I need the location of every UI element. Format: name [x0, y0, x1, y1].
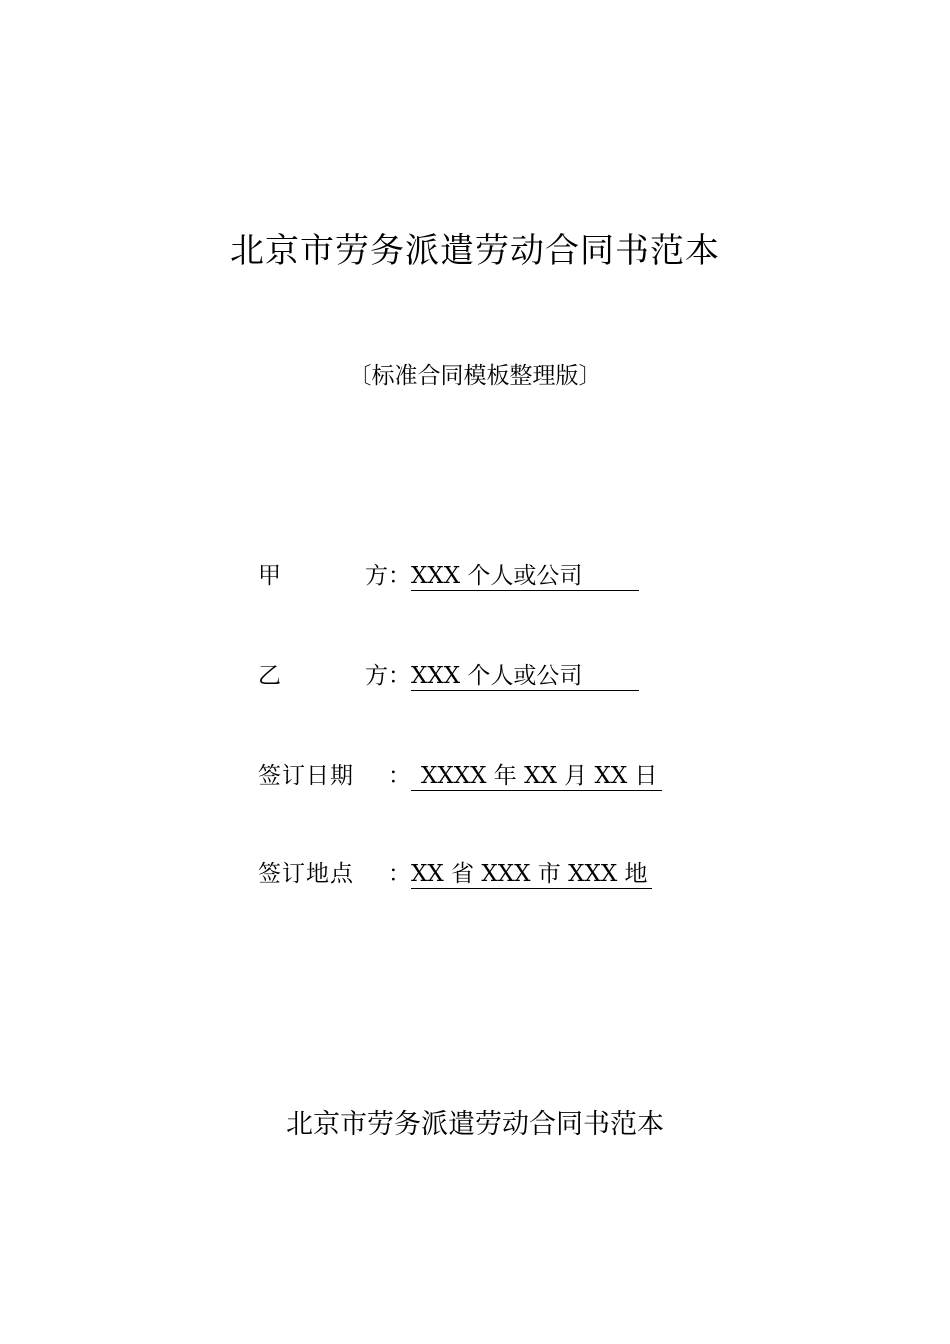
document-title: 北京市劳务派遣劳动合同书范本	[230, 231, 720, 271]
signing-place-value: XX 省 XXX 市 XXX 地	[411, 860, 652, 889]
party-b-label-char1: 乙	[258, 663, 281, 689]
party-a-value: XXX 个人或公司	[411, 562, 639, 591]
signing-date-value: XXXX 年 XX 月 XX 日	[411, 762, 662, 791]
party-b-field	[258, 660, 639, 692]
signing-date-field	[258, 760, 662, 792]
party-a-label-char1: 甲	[258, 563, 281, 589]
signing-place-field	[258, 858, 652, 890]
party-b-colon: ：	[388, 663, 411, 689]
party-b-label	[258, 660, 388, 692]
document-subtitle: 〔标准合同模板整理版〕	[348, 363, 602, 389]
party-a-label	[258, 560, 388, 592]
signing-date-label: 签订日期	[258, 763, 354, 789]
party-a-label-char2: 方	[365, 563, 388, 589]
footer-title: 北京市劳务派遣劳动合同书范本	[286, 1109, 664, 1140]
party-a-field	[258, 560, 639, 592]
signing-place-label: 签订地点	[258, 861, 354, 887]
signing-place-colon: ：	[388, 861, 411, 887]
party-b-label-char2: 方	[365, 663, 388, 689]
signing-date-colon: ：	[388, 763, 411, 789]
party-b-value: XXX 个人或公司	[411, 662, 639, 691]
party-a-colon: ：	[388, 563, 411, 589]
